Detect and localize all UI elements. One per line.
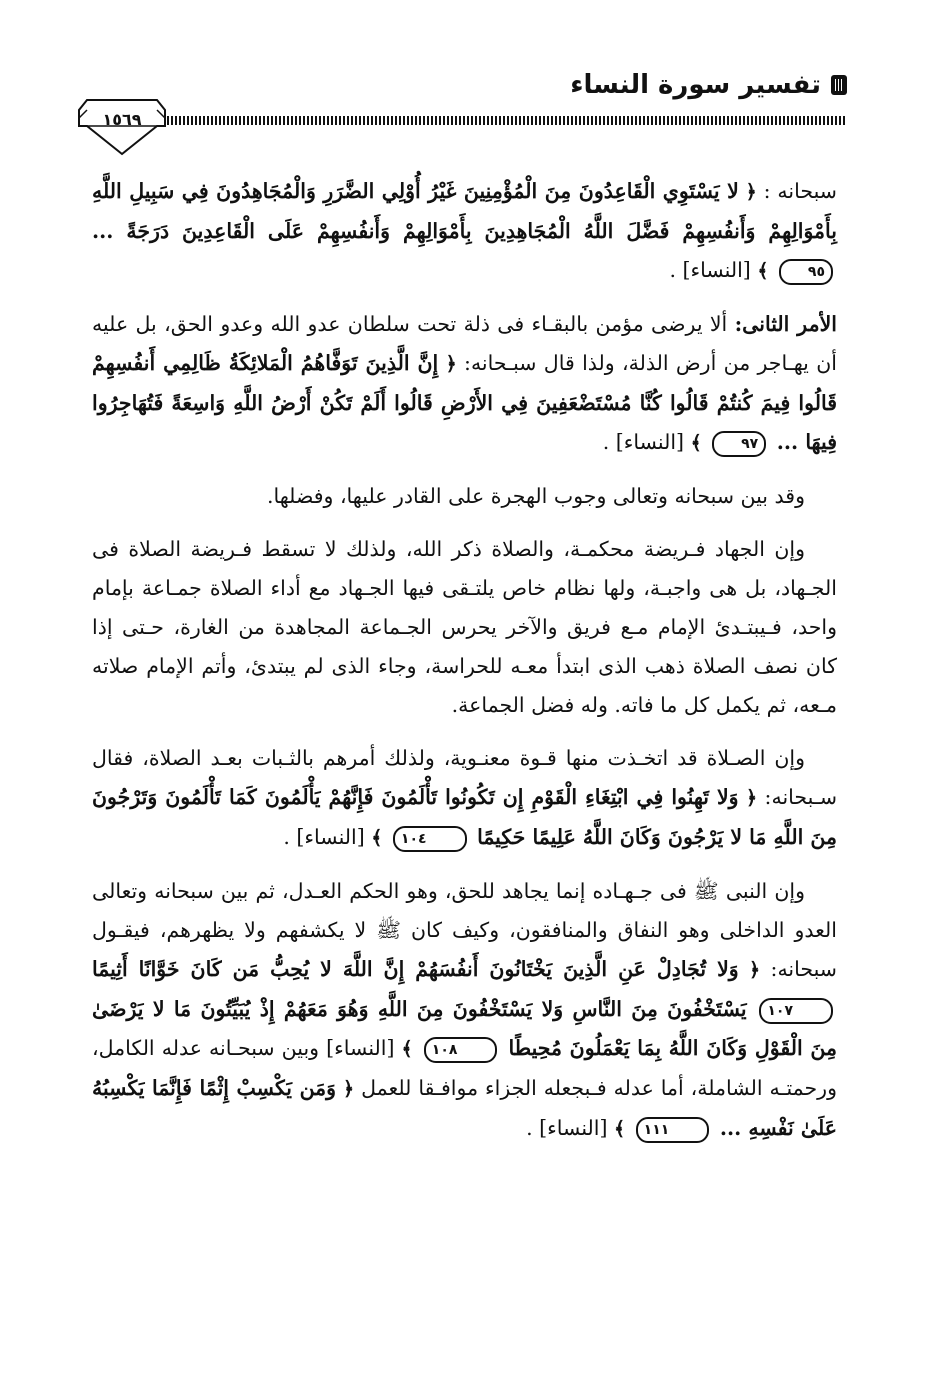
sura-reference: [النساء] .: [283, 825, 365, 849]
sura-reference: [النساء] .: [526, 1116, 608, 1140]
page-number: ١٥٦٩: [102, 110, 142, 129]
header-ornament-icon: [831, 75, 847, 95]
section-lead: الأمر الثانى:: [734, 312, 837, 336]
sura-reference: [النساء] .: [602, 430, 685, 454]
running-title: تفسير سورة النساء: [570, 70, 821, 100]
quran-bracket-open: ﴿: [749, 959, 761, 981]
text-run: وبين سبحـانه عدله الكامل، ورحمتـه الشاملة، أما عدله فـبجعله الجزاء موافـقا للعمل: [92, 1036, 837, 1100]
quran-verse: وَلا تُجَادِلْ عَنِ الَّذِينَ يَخْتَانُونَ أَنفُسَهُمْ إِنَّ اللَّهَ لا يُحِبُّ مَن كَانَ خَوَّانًا أَثِيمًا: [92, 957, 739, 981]
quran-verse: لا يَسْتَوِي الْقَاعِدُونَ مِنَ الْمُؤْمِنِينَ غَيْرُ أُوْلِي الضَّرَرِ وَالْمُجَاهِدُونَ فِي سَبِيلِ اللَّهِ بِأَمْوَالِهِمْ وَأَنفُسِهِمْ فَضَّلَ اللَّهُ الْمُجَاهِدِينَ بِأَمْوَالِهِمْ وَأَنفُسِهِمْ عَلَى الْقَاعِدِينَ دَرَجَةً ...: [92, 179, 837, 243]
sura-reference: [النساء] .: [669, 258, 751, 282]
quran-bracket-close: ﴾: [757, 260, 769, 282]
quran-verse: يَسْتَخْفُونَ مِنَ النَّاسِ وَلا يَسْتَخْفُونَ مِنَ اللَّهِ وَهُوَ مَعَهُمْ إِذْ يُبَيِّتُونَ مَا لا يَرْضَىٰ مِنَ الْقَوْلِ وَكَانَ اللَّهُ بِمَا يَعْمَلُونَ مُحِيطًا: [92, 997, 837, 1060]
verse-number-badge: ٩٥: [779, 259, 833, 285]
quran-verse: وَلا تَهِنُوا فِي ابْتِغَاءِ الْقَوْمِ إِن تَكُونُوا تَأْلَمُونَ فَإِنَّهُمْ يَأْلَمُونَ كَمَا تَأْلَمُونَ وَتَرْجُونَ مِنَ اللَّهِ مَا لا يَرْجُونَ وَكَانَ اللَّهُ عَلِيمًا حَكِيمًا: [92, 785, 837, 849]
paragraph-4: [92, 530, 837, 725]
text-run: وإن الجهاد فـريضة محكمـة، والصلاة ذكر الله، ولذلك لا تسقط فـريضة الصلاة فى الجـهاد، بل هى واجبـة، ولها نظام خاص يلتـقى فيها الجـهاد مع أداء الصلاة جمـاعة بإمام واحد، فـيبتـدئ الإمام مـع فريق والآخر يحرس الجـماعة المجاهدة من الغارة، حـتى إذا كان نصف الصلاة ذهب الذى ابتدأ معـه للحراسة، وجاء الذى لم يبتدئ، وأتم الإمام صلاته مـعه، ثم يكمل كل ما فاته. وله فضل الجماعة.: [92, 537, 837, 717]
text-run: ألا يرضى مؤمن بالبقـاء فى ذلة تحت سلطان عدو الله وعدو الحق، بل عليه أن يهـاجر من أرض الذلة، ولذا قال سبـحانه:: [92, 312, 837, 375]
verse-number-badge: ١٠٧: [759, 998, 833, 1024]
text-run: سبحانه :: [763, 179, 837, 203]
quran-verse: إِنَّ الَّذِينَ تَوَفَّاهُمُ الْمَلائِكَةُ ظَالِمِي أَنفُسِهِمْ قَالُوا فِيمَ كُنتُمْ قَالُوا كُنَّا مُسْتَضْعَفِينَ فِي الأَرْضِ قَالُوا أَلَمْ تَكُنْ أَرْضُ اللَّهِ وَاسِعَةً فَتُهَاجِرُوا فِيهَا ...: [92, 351, 837, 454]
paragraph-1: [92, 172, 837, 291]
verse-number-badge: ١٠٤: [393, 826, 467, 852]
paragraph-2: [92, 305, 837, 463]
quran-bracket-close: ﴾: [690, 432, 702, 454]
page-number-badge: [77, 96, 167, 158]
paragraph-5: [92, 739, 837, 858]
quran-bracket-close: ﴾: [371, 827, 383, 849]
header-rule: [167, 116, 847, 125]
page-header: [77, 60, 847, 170]
quran-bracket-open: ﴿: [746, 787, 758, 809]
header-title-group: [570, 70, 847, 100]
text-run: وإن النبى ﷺ فى جـهـاده إنما يجاهد للحق، وهو الحكم العـدل، ثم بين سبحانه وتعالى العدو الداخلى وهو النفاق والمنافقون، وكيف كان ﷺ لا يكشفهم ولا يظهرهم، فيقـول سبحانه:: [92, 879, 837, 981]
text-run: وإن الصـلاة قد اتخـذت منها قـوة معنـوية، ولذلك أمرهم بالثـبات بعـد الصلاة، فقال سـبحانه:: [92, 746, 837, 809]
quran-bracket-open: ﴿: [343, 1078, 355, 1100]
text-run: وقد بين سبحانه وتعالى وجوب الهجرة على القادر عليها، وفضلها.: [266, 484, 805, 508]
quran-bracket-open: ﴿: [745, 181, 757, 203]
verse-number-badge: ١١١: [636, 1117, 710, 1143]
quran-bracket-close: ﴾: [401, 1038, 413, 1060]
verse-number-badge: ٩٧: [712, 431, 766, 457]
paragraph-6: [92, 872, 837, 1149]
page-body: [92, 172, 837, 1163]
sura-reference: [النساء]: [326, 1036, 395, 1060]
verse-number-badge: ١٠٨: [424, 1037, 498, 1063]
quran-verse: وَمَن يَكْسِبْ إِثْمًا فَإِنَّمَا يَكْسِبُهُ عَلَىٰ نَفْسِهِ ...: [92, 1076, 837, 1140]
quran-bracket-open: ﴿: [445, 353, 457, 375]
quran-bracket-close: ﴾: [614, 1118, 626, 1140]
paragraph-3: [92, 477, 837, 516]
